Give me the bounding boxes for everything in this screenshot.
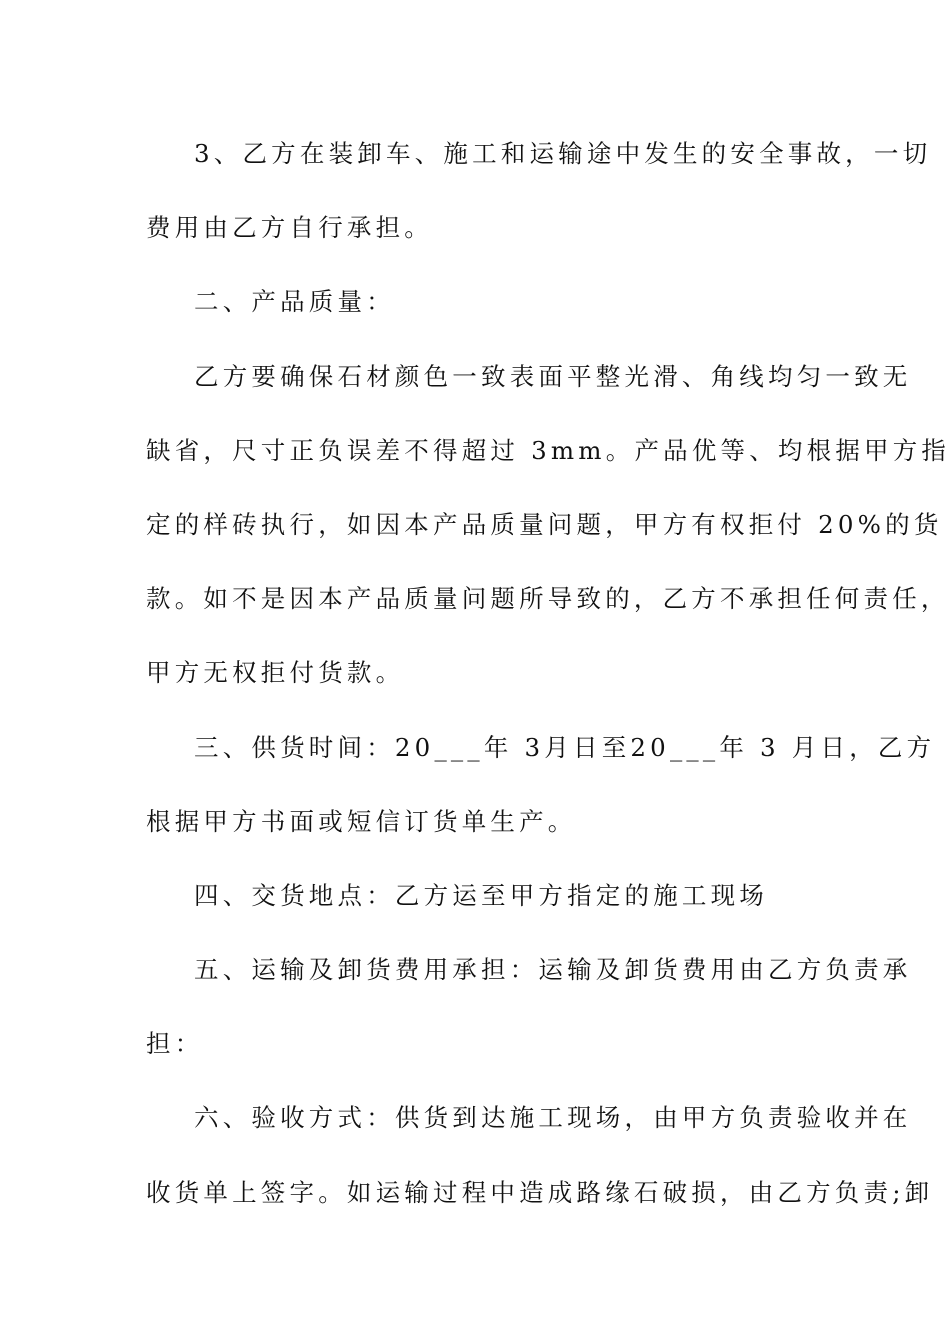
section-heading-transport-costs: 五、运输及卸货费用承担：运输及卸货费用由乙方负责承 bbox=[194, 955, 912, 985]
paragraph-line-quality-1: 乙方要确保石材颜色一致表面平整光滑、角线均匀一致无 bbox=[194, 361, 912, 391]
paragraph-line-quality-2: 缺省，尺寸正负误差不得超过 3mm。产品优等、均根据甲方指 bbox=[146, 435, 950, 465]
paragraph-line-quality-3: 定的样砖执行，如因本产品质量问题，甲方有权拒付 20%的货 bbox=[146, 509, 943, 539]
section-heading-acceptance: 六、验收方式：供货到达施工现场，由甲方负责验收并在 bbox=[194, 1103, 912, 1133]
paragraph-line-quality-4: 款。如不是因本产品质量问题所导致的，乙方不承担任何责任， bbox=[146, 584, 950, 614]
paragraph-line-clause-3: 3、乙方在装卸车、施工和运输途中发生的安全事故，一切 bbox=[194, 139, 932, 168]
paragraph-line-transport-costs-cont: 担： bbox=[146, 1029, 204, 1059]
document-body bbox=[146, 124, 950, 1237]
section-heading-supply-time: 三、供货时间：20___年 3月日至20___年 3 月日，乙方 bbox=[194, 732, 936, 762]
section-heading-delivery-location: 四、交货地点：乙方运至甲方指定的施工现场 bbox=[194, 880, 768, 910]
paragraph-line-quality-5: 甲方无权拒付货款。 bbox=[146, 658, 405, 688]
paragraph-line-clause-3-cont: 费用由乙方自行承担。 bbox=[146, 213, 433, 243]
paragraph-line-acceptance-cont: 收货单上签字。如运输过程中造成路缘石破损，由乙方负责;卸 bbox=[146, 1177, 934, 1207]
paragraph-line-supply-time-cont: 根据甲方书面或短信订货单生产。 bbox=[146, 806, 577, 836]
section-heading-product-quality: 二、产品质量： bbox=[194, 287, 395, 317]
